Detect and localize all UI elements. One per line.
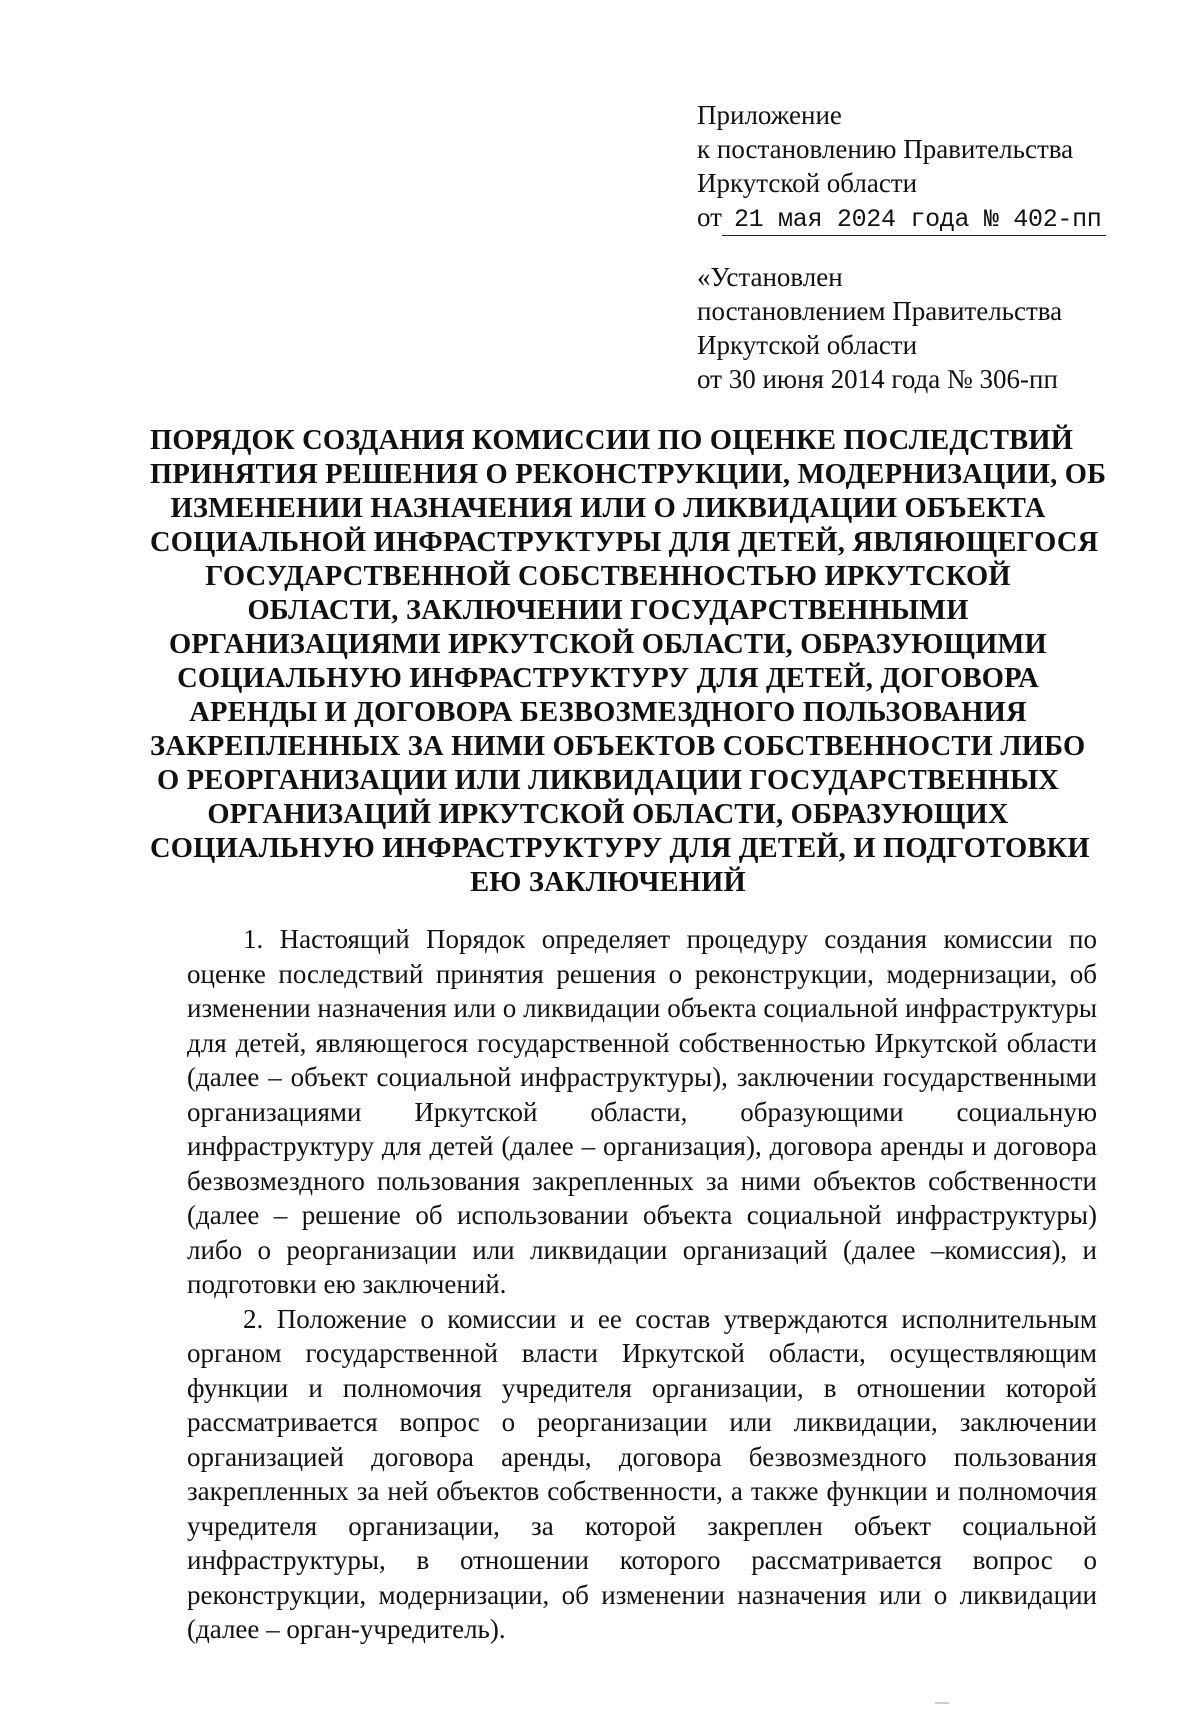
paragraph-line: изменении назначения или о ликвидации объекта социальной инфраструктуры [187, 993, 1097, 1023]
title-line: ОРГАНИЗАЦИЙ ИРКУТСКОЙ ОБЛАСТИ, ОБРАЗУЮЩИХ [207, 799, 1009, 830]
title-line: АРЕНДЫ И ДОГОВОРА БЕЗВОЗМЕЗДНОГО ПОЛЬЗОВАНИЯ [189, 697, 1027, 728]
established-line: от 30 июня 2014 года № 306-пп [697, 364, 1058, 394]
decree-prefix: от [697, 202, 722, 232]
paragraph-line: организацией договора аренды, договора безвозмездного пользования [187, 1441, 1097, 1472]
appendix-line: Иркутской области [697, 168, 918, 198]
title-line: ГОСУДАРСТВЕННОЙ СОБСТВЕННОСТЬЮ ИРКУТСКОЙ [205, 561, 1011, 592]
paragraph-line: инфраструктуру для детей (далее – организация), договора аренды и договора [187, 1131, 1097, 1161]
appendix-block [697, 98, 1117, 236]
established-line: постановлением Правительства [697, 296, 1063, 326]
title-line: ИЗМЕНЕНИИ НАЗНАЧЕНИЯ ИЛИ О ЛИКВИДАЦИИ ОБЪЕКТА [170, 493, 1046, 524]
paragraph-line: безвозмездного пользования закрепленных за ними объектов собственности [187, 1165, 1097, 1196]
title-line: СОЦИАЛЬНУЮ ИНФРАСТРУКТУРУ ДЛЯ ДЕТЕЙ, ДОГОВОРА [177, 663, 1039, 694]
paragraph-line: рассматривается вопрос о реорганизации или ликвидации, заключении [187, 1407, 1097, 1437]
paragraph-line: (далее – решение об использовании объекта социальной инфраструктуры) [187, 1200, 1097, 1230]
title-line: ЕЮ ЗАКЛЮЧЕНИЙ [470, 867, 746, 898]
title-line: ЗАКРЕПЛЕННЫХ ЗА НИМИ ОБЪЕКТОВ СОБСТВЕННОСТИ ЛИБО [150, 731, 1086, 762]
title-line: ОРГАНИЗАЦИЯМИ ИРКУТСКОЙ ОБЛАСТИ, ОБРАЗУЮЩИМИ [169, 629, 1047, 660]
paragraph-line: инфраструктуры, в отношении которого рассматривается вопрос о [187, 1545, 1097, 1575]
paragraph-line: подготовки ею заключений. [187, 1269, 507, 1299]
paragraph-line: функции и полномочия учредителя организации, в отношении которой [187, 1372, 1097, 1403]
paragraph-line: (далее – орган-учредитель). [187, 1614, 506, 1644]
title-line: СОЦИАЛЬНОЙ ИНФРАСТРУКТУРЫ ДЛЯ ДЕТЕЙ, ЯВЛЯЮЩЕГОСЯ [150, 527, 1099, 558]
paragraph-line: закрепленных за ней объектов собственности, а также функции и полномочия [187, 1476, 1097, 1506]
established-line: «Установлен [697, 262, 843, 292]
established-line: Иркутской области [697, 330, 918, 360]
title-line: СОЦИАЛЬНУЮ ИНФРАСТРУКТУРУ ДЛЯ ДЕТЕЙ, И ПОДГОТОВКИ [150, 833, 1090, 864]
decree-number-line [697, 200, 1117, 236]
paragraph-line: учредителя организации, за которой закреплен объект социальной [187, 1510, 1097, 1541]
paragraph-line: (далее – объект социальной инфраструктуры), заключении государственными [187, 1062, 1097, 1092]
established-block [697, 260, 1117, 396]
appendix-line: Приложение [697, 100, 842, 130]
paragraph-line: оценке последствий принятия решения о реконструкции, модернизации, об [187, 958, 1097, 989]
paragraph-line: для детей, являющегося государственной собственностью Иркутской области [187, 1027, 1097, 1058]
title-line: ПОРЯДОК СОЗДАНИЯ КОМИССИИ ПО ОЦЕНКЕ ПОСЛЕДСТВИЙ [150, 425, 1074, 456]
paragraph-line: организациями Иркутской области, образующими социальную [187, 1096, 1097, 1127]
paragraph-line: органом государственной власти Иркутской области, осуществляющим [187, 1338, 1097, 1368]
paragraph-2 [187, 1302, 1097, 1647]
paragraph-line: 1. Настоящий Порядок определяет процедуру создания комиссии по [243, 924, 1097, 954]
title-line: ПРИНЯТИЯ РЕШЕНИЯ О РЕКОНСТРУКЦИИ, МОДЕРНИЗАЦИИ, ОБ [150, 459, 1107, 490]
paragraph-line: 2. Положение о комиссии и ее состав утверждаются исполнительным [243, 1303, 1097, 1334]
document-title [150, 424, 1107, 900]
title-line: ОБЛАСТИ, ЗАКЛЮЧЕНИИ ГОСУДАРСТВЕННЫМИ [247, 595, 969, 626]
paragraph-line: либо о реорганизации или ликвидации организаций (далее –комиссия), и [187, 1234, 1097, 1265]
paragraph-line: реконструкции, модернизации, об изменении назначения или о ликвидации [187, 1579, 1097, 1610]
document-body [187, 922, 1097, 1647]
title-line: О РЕОРГАНИЗАЦИИ ИЛИ ЛИКВИДАЦИИ ГОСУДАРСТВЕННЫХ [156, 765, 1060, 796]
appendix-line: к постановлению Правительства [697, 134, 1074, 164]
scan-artifact [935, 1702, 949, 1704]
paragraph-1 [187, 922, 1097, 1302]
decree-filled-value: 21 мая 2024 года № 402-пп [722, 205, 1106, 236]
